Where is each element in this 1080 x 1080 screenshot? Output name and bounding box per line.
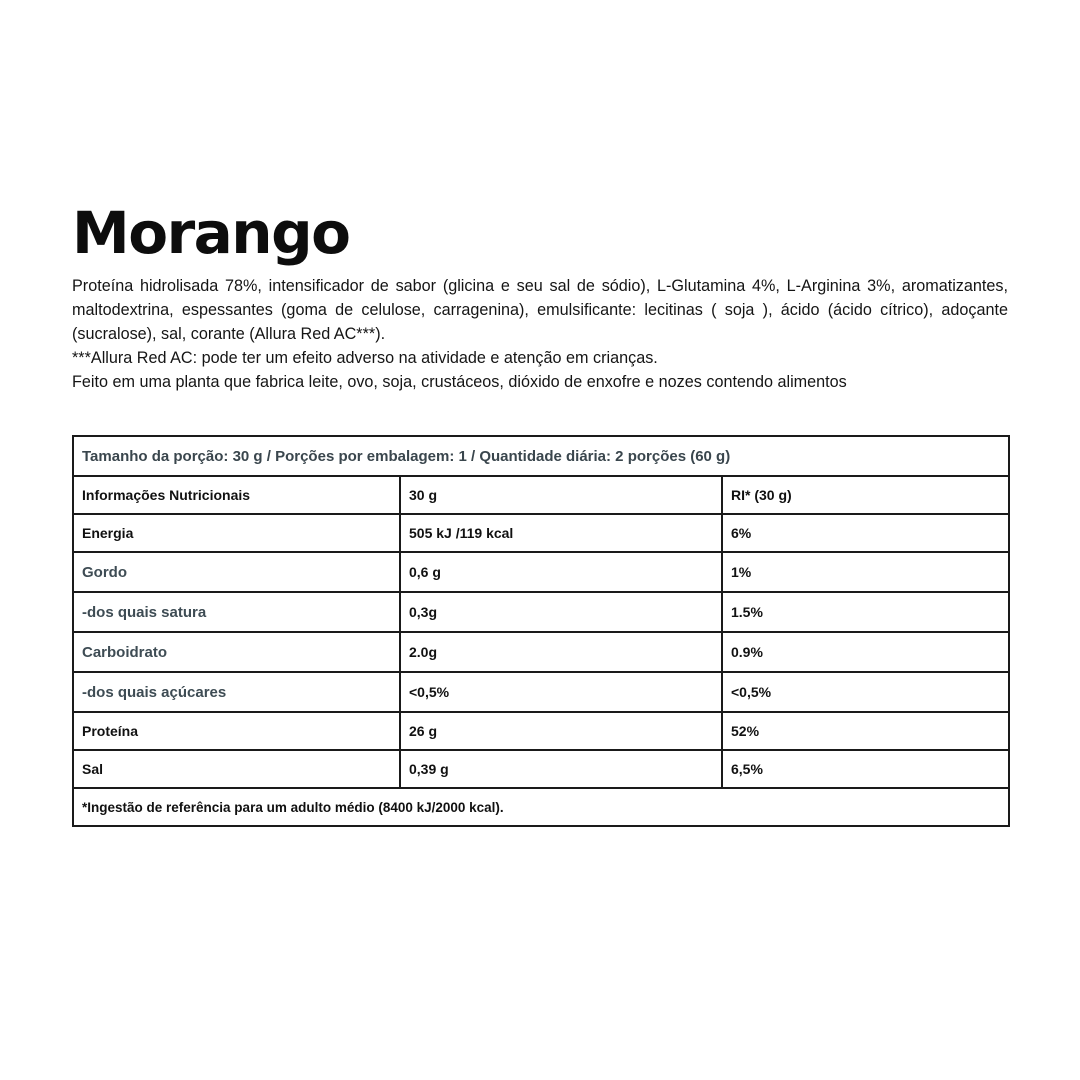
nutrition-table-container xyxy=(72,435,1008,827)
nutrient-ri: 6,5% xyxy=(722,750,1009,788)
reference-intake-footnote: *Ingestão de referência para um adulto médio (8400 kJ/2000 kcal). xyxy=(73,788,1009,826)
product-title: Morango xyxy=(72,199,350,267)
footnote-row xyxy=(73,788,1009,826)
table-row xyxy=(73,592,1009,632)
serving-info: Tamanho da porção: 30 g / Porções por embalagem: 1 / Quantidade diária: 2 porções (60 g) xyxy=(73,436,1009,476)
table-header-row xyxy=(73,476,1009,514)
nutrient-label: Sal xyxy=(73,750,400,788)
nutrient-ri: <0,5% xyxy=(722,672,1009,712)
nutrition-table xyxy=(72,435,1010,827)
nutrient-label: Gordo xyxy=(73,552,400,592)
table-row xyxy=(73,552,1009,592)
nutrient-label: Carboidrato xyxy=(73,632,400,672)
nutrient-amount: 0,6 g xyxy=(400,552,722,592)
nutrient-ri: 6% xyxy=(722,514,1009,552)
nutrient-ri: 0.9% xyxy=(722,632,1009,672)
nutrient-label: Energia xyxy=(73,514,400,552)
nutrient-amount: <0,5% xyxy=(400,672,722,712)
table-row xyxy=(73,514,1009,552)
table-row xyxy=(73,672,1009,712)
nutrient-label: -dos quais satura xyxy=(73,592,400,632)
ingredients-block xyxy=(72,274,1008,394)
nutrient-amount: 0,3g xyxy=(400,592,722,632)
table-row xyxy=(73,632,1009,672)
column-header-ri: RI* (30 g) xyxy=(722,476,1009,514)
nutrient-amount: 0,39 g xyxy=(400,750,722,788)
nutrient-amount: 505 kJ /119 kcal xyxy=(400,514,722,552)
nutrient-amount: 2.0g xyxy=(400,632,722,672)
nutrient-label: Proteína xyxy=(73,712,400,750)
ingredients-list: Proteína hidrolisada 78%, intensificador de sabor (glicina e seu sal de sódio), L-Glutamina 4%, L-Arginina 3%, aromatizantes, maltodextrina, espessantes (goma de celulose, carragenina), emulsificante: lecitinas ( soja ), ácido (ácido cítrico), adoçante (sucralose), sal, corante (Allura Red AC***). xyxy=(72,277,1008,343)
column-header-amount: 30 g xyxy=(400,476,722,514)
nutrient-label: -dos quais açúcares xyxy=(73,672,400,712)
colorant-warning: ***Allura Red AC: pode ter um efeito adverso na atividade e atenção em crianças. xyxy=(72,349,658,367)
allergen-notice: Feito em uma planta que fabrica leite, ovo, soja, crustáceos, dióxido de enxofre e nozes contendo alimentos xyxy=(72,373,847,391)
nutrient-amount: 26 g xyxy=(400,712,722,750)
nutrient-ri: 1% xyxy=(722,552,1009,592)
product-info xyxy=(72,198,1008,394)
table-row xyxy=(73,750,1009,788)
nutrient-ri: 1.5% xyxy=(722,592,1009,632)
column-header-nutrient: Informações Nutricionais xyxy=(73,476,400,514)
serving-info-row xyxy=(73,436,1009,476)
table-row xyxy=(73,712,1009,750)
nutrient-ri: 52% xyxy=(722,712,1009,750)
